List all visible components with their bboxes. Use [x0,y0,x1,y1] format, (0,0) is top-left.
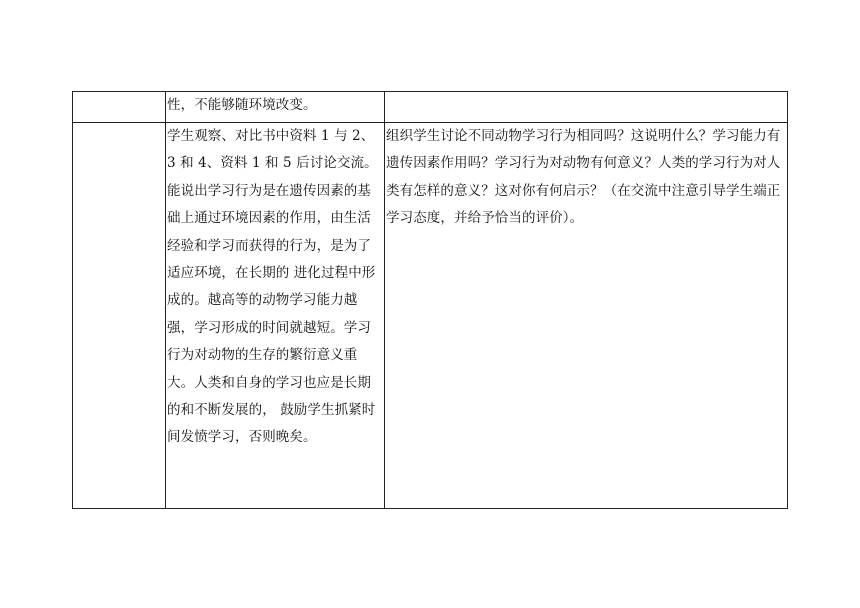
cell-text: 性，不能够随环境改变。 [167,97,317,113]
table-cell-student-activity [166,123,385,509]
table-cell-teacher-activity [385,92,788,123]
cell-text: 组织学生讨论不同动物学习行为相同吗？这说明什么？学习能力有遗传因素作用吗？学习行为对动物有何意义？人类的学习行为对人类有怎样的意义？这对你有何启示？（在交流中注意引导学生端正学习态度，并给予恰当的评价）。 [386,128,781,227]
lesson-plan-table [72,91,788,509]
table-cell-col1 [73,123,166,509]
table-cell-col1 [73,92,166,123]
table-row [73,123,788,509]
table-cell-teacher-activity [385,123,788,509]
table-row [73,92,788,123]
cell-text: 学生观察、对比书中资料 1 与 2、3 和 4、资料 1 和 5 后讨论交流。能说出学习行为是在遗传因素的基础上通过环境因素的作用，由生活经验和学习而获得的行为，是为了适应环境，在长期的 进化过程中形成的。越高等的动物学习能力越强，学习形成的时间就越短。学习行为对动物的生存的繁衍意义重大。人类和自身的学习也应是长期的和不断发展的， 鼓励学生抓紧时间发愤学习，否则晚矣。 [167,128,378,446]
table-cell-student-activity [166,92,385,123]
